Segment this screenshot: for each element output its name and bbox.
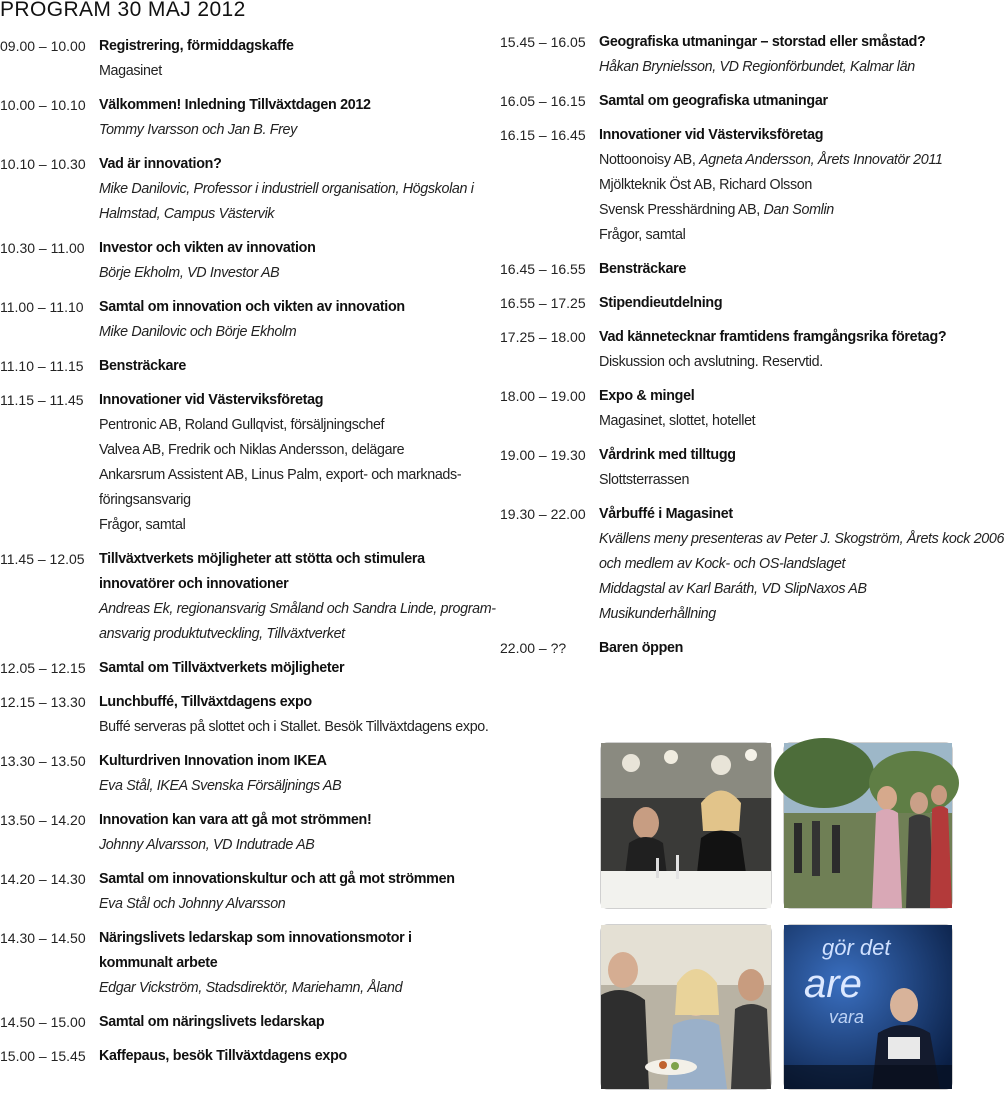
session-title: Samtal om Tillväxtverkets möjligheter <box>99 660 345 676</box>
session-detail: Magasinet <box>99 63 162 79</box>
schedule-item <box>0 690 489 740</box>
schedule-item <box>0 926 470 1001</box>
stage-photo <box>784 925 952 1089</box>
schedule-time: 13.30 – 13.50 <box>0 753 86 769</box>
schedule-time: 17.25 – 18.00 <box>500 329 586 345</box>
session-title: Näringslivets ledarskap som innovationsmotor i <box>99 930 412 946</box>
event-dinner-photo <box>601 743 771 908</box>
session-speaker: Edgar Vickström, Stadsdirektör, Mariehamn, Åland <box>99 980 403 996</box>
schedule-time: 11.10 – 11.15 <box>0 358 84 374</box>
schedule-time: 16.45 – 16.55 <box>500 261 586 277</box>
garden-photo <box>784 743 952 908</box>
session-title: Bensträckare <box>99 358 187 374</box>
schedule-item <box>0 34 470 84</box>
session-title: Välkommen! Inledning Tillväxtdagen 2012 <box>99 97 371 113</box>
session-speaker: Kvällens meny presenteras av Peter J. Skogström, Årets kock 2006 <box>599 531 1004 547</box>
session-speaker: och medlem av Kock- och OS-landslaget <box>599 556 846 572</box>
session-detail: Nottoonoisy AB, Agneta Andersson, Årets Innovatör 2011 <box>599 152 943 168</box>
session-title: Samtal om näringslivets ledarskap <box>99 1014 325 1030</box>
schedule-time: 19.30 – 22.00 <box>500 506 586 522</box>
schedule-item <box>0 1044 470 1069</box>
session-detail: Frågor, samtal <box>599 227 686 243</box>
session-title: Vårdrink med tilltugg <box>599 447 736 463</box>
schedule-item <box>500 502 1004 627</box>
session-title: Vårbuffé i Magasinet <box>599 506 733 522</box>
schedule-time: 16.15 – 16.45 <box>500 127 586 143</box>
schedule-time: 10.00 – 10.10 <box>0 97 86 113</box>
schedule-item <box>500 257 960 282</box>
schedule-item <box>0 547 496 647</box>
schedule-item <box>500 123 960 248</box>
session-title: Samtal om innovationskultur och att gå mot strömmen <box>99 871 455 887</box>
lunch-guests-photo <box>601 925 771 1089</box>
schedule-item <box>0 808 470 858</box>
session-speaker: Håkan Brynielsson, VD Regionförbundet, Kalmar län <box>599 59 915 75</box>
session-speaker: Tommy Ivarsson och Jan B. Frey <box>99 122 297 138</box>
session-title: Innovationer vid Västerviksföretag <box>599 127 824 143</box>
schedule-time: 10.30 – 11.00 <box>0 240 85 256</box>
schedule-time: 14.20 – 14.30 <box>0 871 86 887</box>
session-title: Samtal om geografiska utmaningar <box>599 93 828 109</box>
session-speaker: Johnny Alvarsson, VD Indutrade AB <box>99 837 315 853</box>
schedule-item <box>0 93 470 143</box>
session-title: Vad är innovation? <box>99 156 222 172</box>
session-detail: Slottsterrassen <box>599 472 690 488</box>
page-title: PROGRAM 30 MAJ 2012 <box>0 0 246 21</box>
schedule-item <box>500 89 960 114</box>
session-detail: föringsansvarig <box>99 492 191 508</box>
schedule-time: 16.55 – 17.25 <box>500 295 586 311</box>
session-speaker: Eva Stål och Johnny Alvarsson <box>99 896 286 912</box>
schedule-left-column <box>0 34 496 1078</box>
session-speaker: ansvarig produktutveckling, Tillväxtverket <box>99 626 345 642</box>
schedule-item <box>0 152 474 227</box>
schedule-time: 16.05 – 16.15 <box>500 93 586 109</box>
stage-backdrop-text: are <box>804 962 862 1006</box>
session-title: Expo & mingel <box>599 388 695 404</box>
schedule-item <box>0 749 470 799</box>
schedule-time: 18.00 – 19.00 <box>500 388 586 404</box>
session-title: Tillväxtverkets möjligheter att stötta och stimulera <box>99 551 425 567</box>
session-title: Investor och vikten av innovation <box>99 240 316 256</box>
session-detail: Valvea AB, Fredrik och Niklas Andersson, delägare <box>99 442 405 458</box>
session-title: Stipendieutdelning <box>599 295 723 311</box>
session-title: Kaffepaus, besök Tillväxtdagens expo <box>99 1048 347 1064</box>
schedule-item <box>0 295 470 345</box>
session-title: Innovation kan vara att gå mot strömmen! <box>99 812 372 828</box>
session-speaker: Eva Stål, IKEA Svenska Försäljnings AB <box>99 778 342 794</box>
session-detail: Frågor, samtal <box>99 517 186 533</box>
session-detail: Svensk Presshärdning AB, Dan Somlin <box>599 202 834 218</box>
session-title: Lunchbuffé, Tillväxtdagens expo <box>99 694 312 710</box>
schedule-item <box>0 388 470 538</box>
schedule-time: 19.00 – 19.30 <box>500 447 586 463</box>
session-speaker: Mike Danilovic, Professor i industriell organisation, Högskolan i <box>99 181 474 197</box>
session-detail: Buffé serveras på slottet och i Stallet. Besök Tillväxtdagens expo. <box>99 719 489 735</box>
session-speaker: Musikunderhållning <box>599 606 716 622</box>
schedule-time: 12.15 – 13.30 <box>0 694 86 710</box>
schedule-time: 14.30 – 14.50 <box>0 930 86 946</box>
schedule-item <box>500 291 960 316</box>
schedule-time: 15.00 – 15.45 <box>0 1048 86 1064</box>
schedule-item <box>0 656 470 681</box>
schedule-item <box>0 236 470 286</box>
schedule-time: 10.10 – 10.30 <box>0 156 86 172</box>
session-title: Bensträckare <box>599 261 687 277</box>
schedule-time: 15.45 – 16.05 <box>500 34 586 50</box>
schedule-item <box>500 30 960 80</box>
schedule-item <box>0 1010 470 1035</box>
schedule-item <box>500 636 960 661</box>
schedule-item <box>500 443 960 493</box>
session-speaker: Middagstal av Karl Baráth, VD SlipNaxos AB <box>599 581 867 597</box>
session-detail: Ankarsrum Assistent AB, Linus Palm, export- och marknads- <box>99 467 462 483</box>
session-speaker: Andreas Ek, regionansvarig Småland och Sandra Linde, program- <box>99 601 496 617</box>
session-title: kommunalt arbete <box>99 955 218 971</box>
stage-speaker-photo <box>784 925 952 1089</box>
session-title: Baren öppen <box>599 640 684 656</box>
session-title: Kulturdriven Innovation inom IKEA <box>99 753 327 769</box>
session-title: Samtal om innovation och vikten av innovation <box>99 299 405 315</box>
schedule-time: 11.15 – 11.45 <box>0 392 84 408</box>
schedule-item <box>500 384 960 434</box>
session-speaker: Börje Ekholm, VD Investor AB <box>99 265 280 281</box>
session-speaker: Halmstad, Campus Västervik <box>99 206 275 222</box>
schedule-item <box>0 354 470 379</box>
session-title: innovatörer och innovationer <box>99 576 289 592</box>
session-title: Innovationer vid Västerviksföretag <box>99 392 324 408</box>
schedule-time: 14.50 – 15.00 <box>0 1014 86 1030</box>
session-detail: Diskussion och avslutning. Reservtid. <box>599 354 823 370</box>
session-detail: Magasinet, slottet, hotellet <box>599 413 756 429</box>
session-title: Vad kännetecknar framtidens framgångsrika företag? <box>599 329 947 345</box>
schedule-item <box>500 325 960 375</box>
schedule-right-column <box>500 30 1004 670</box>
schedule-time: 13.50 – 14.20 <box>0 812 86 828</box>
schedule-time: 22.00 – ?? <box>500 640 567 656</box>
session-title: Geografiska utmaningar – storstad eller småstad? <box>599 34 926 50</box>
session-title: Registrering, förmiddagskaffe <box>99 38 294 54</box>
schedule-time: 11.45 – 12.05 <box>0 551 85 567</box>
dinner-photo <box>601 743 771 908</box>
schedule-item <box>0 867 470 917</box>
session-detail: Mjölkteknik Öst AB, Richard Olsson <box>599 177 812 193</box>
schedule-time: 11.00 – 11.10 <box>0 299 84 315</box>
stage-backdrop-text: gör det <box>822 935 891 960</box>
session-speaker: Mike Danilovic och Börje Ekholm <box>99 324 297 340</box>
schedule-time: 09.00 – 10.00 <box>0 38 86 54</box>
session-detail: Pentronic AB, Roland Gullqvist, försäljningschef <box>99 417 385 433</box>
garden-mingle-photo <box>784 743 952 908</box>
schedule-time: 12.05 – 12.15 <box>0 660 86 676</box>
stage-backdrop-text: vara <box>829 1007 865 1027</box>
lunch-photo <box>601 925 771 1089</box>
